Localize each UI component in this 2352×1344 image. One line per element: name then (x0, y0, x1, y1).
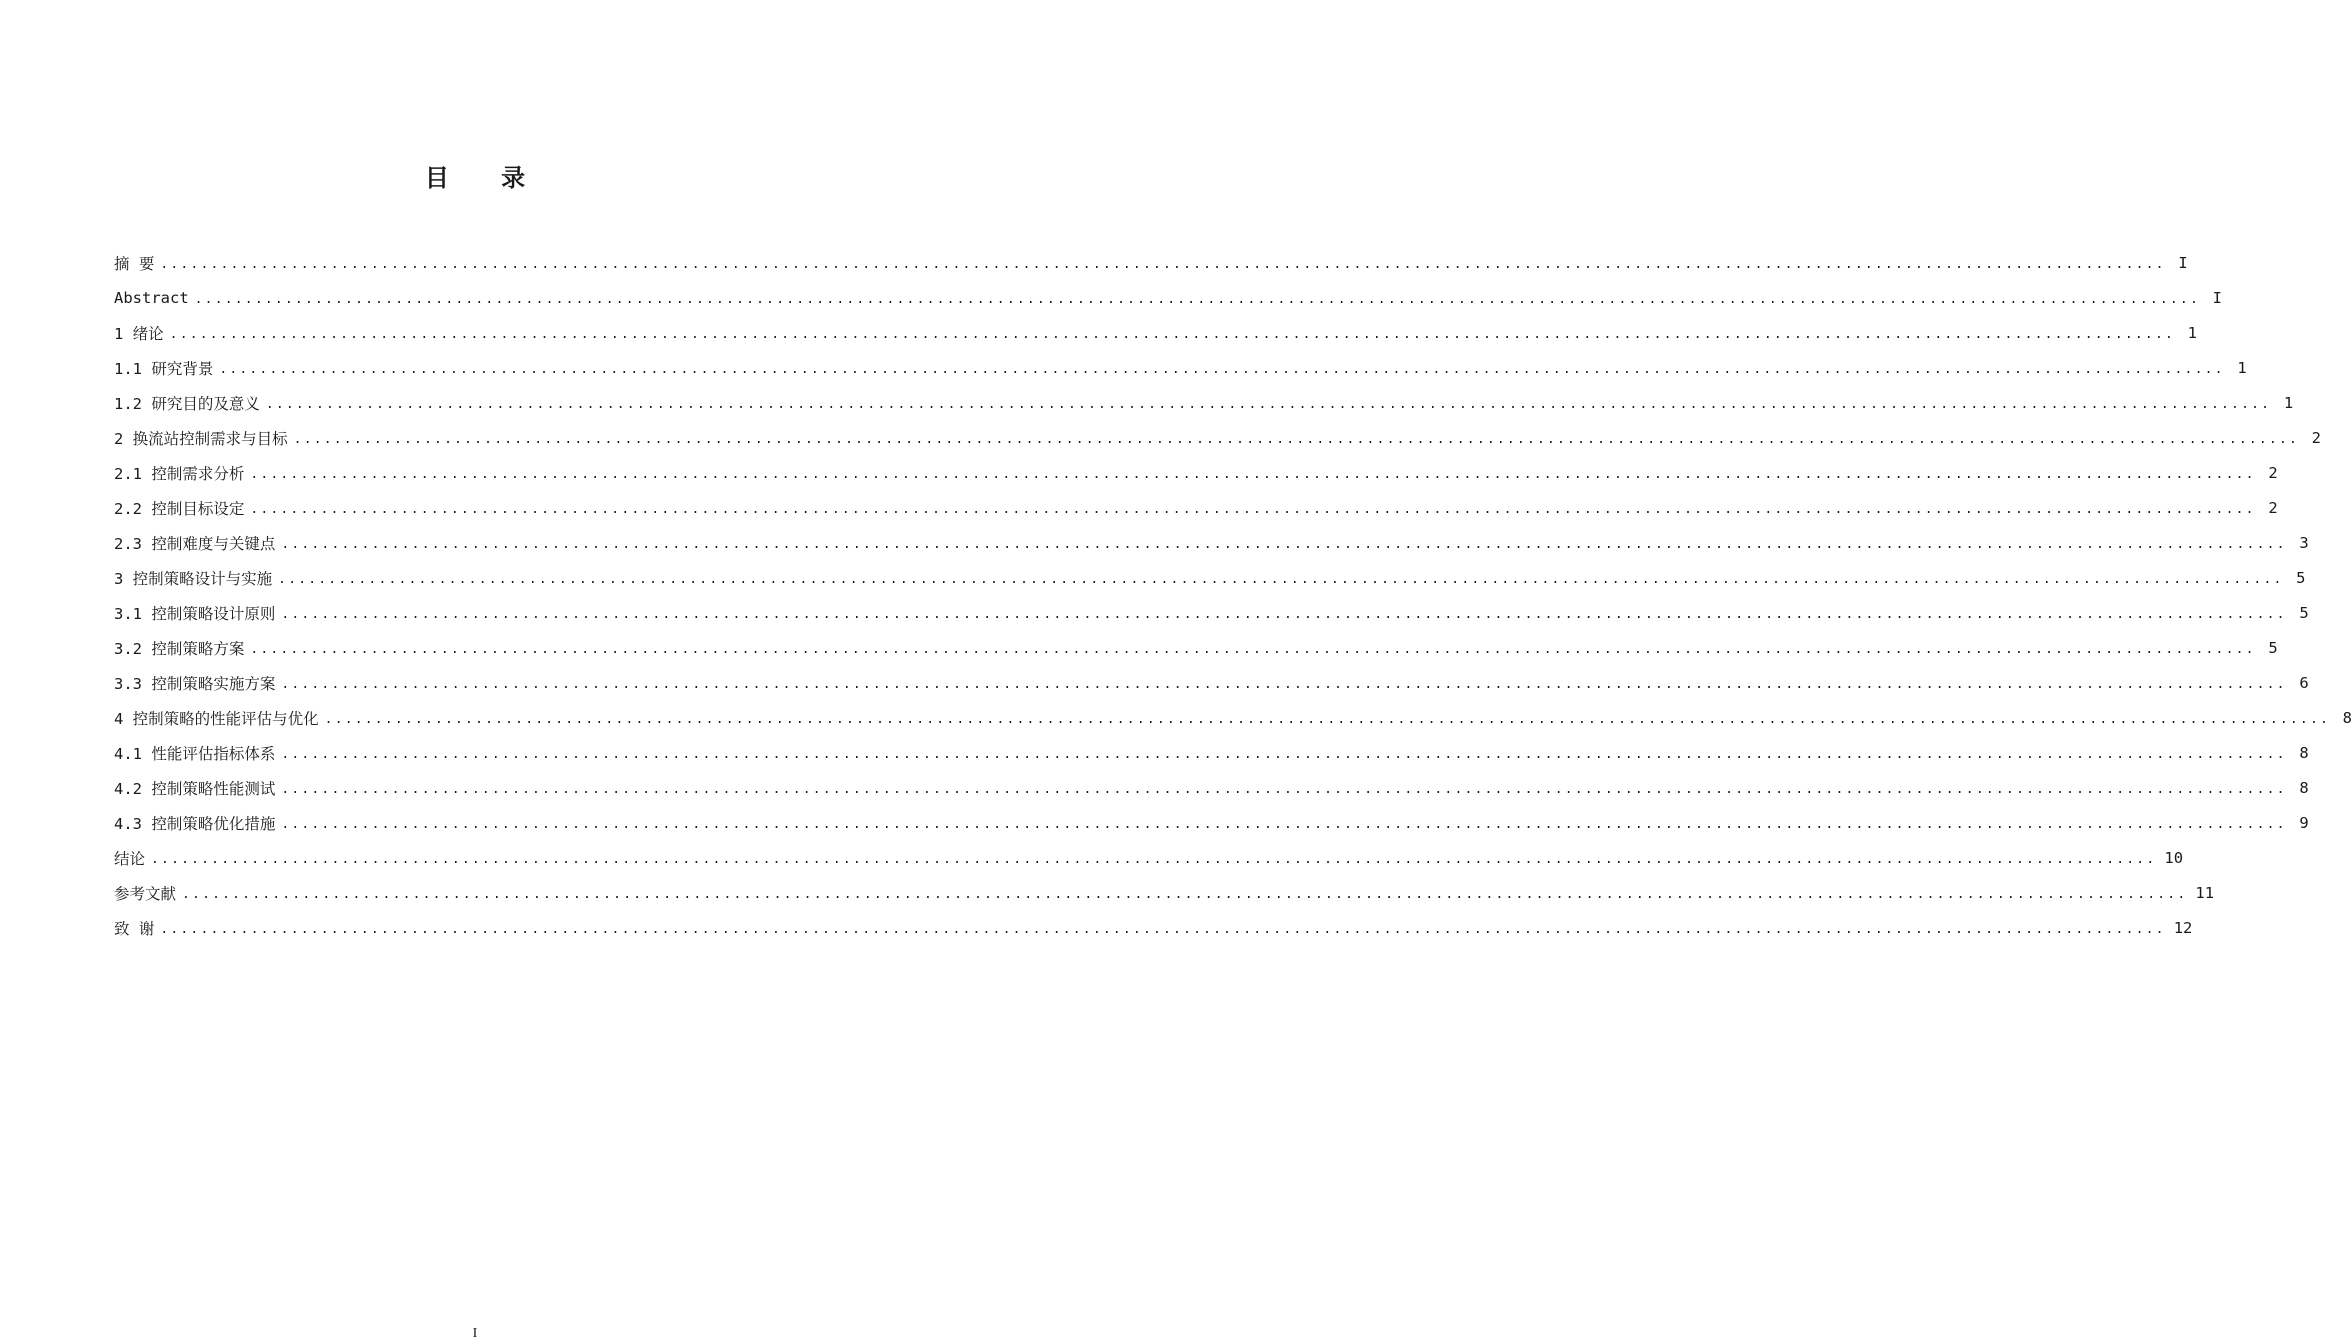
toc-entry-label: 摘 要 (114, 254, 155, 273)
toc-entry-section-4-1[interactable] (114, 735, 2309, 770)
toc-entry-label: 3.1 控制策略设计原则 (114, 604, 276, 623)
page-number-footer: I (472, 1326, 478, 1341)
toc-entry-abstract-cn[interactable] (114, 245, 2188, 280)
toc-entry-references[interactable] (114, 875, 2215, 910)
toc-entry-page: 5 (2299, 603, 2309, 622)
toc-entry-page: I (2212, 288, 2222, 307)
toc-dot-leader: ........................................................................................................................................................................................................ (250, 467, 2256, 482)
table-of-contents (114, 245, 2352, 945)
toc-entry-abstract-en[interactable] (114, 280, 2222, 315)
toc-dot-leader: ........................................................................................................................................................................................................ (265, 397, 2272, 412)
toc-dot-leader: ........................................................................................................................................................................................................ (194, 292, 2200, 307)
toc-entry-label: 4 控制策略的性能评估与优化 (114, 709, 319, 728)
toc-entry-page: 6 (2299, 673, 2309, 692)
toc-dot-leader: ........................................................................................................................................................................................................ (281, 607, 2287, 622)
toc-entry-page: 8 (2299, 743, 2309, 762)
toc-dot-leader: ........................................................................................................................................................................................................ (160, 257, 2166, 272)
toc-entry-page: 2 (2268, 463, 2278, 482)
toc-entry-label: 4.1 性能评估指标体系 (114, 744, 276, 763)
toc-dot-leader: ........................................................................................................................................................................................................ (250, 502, 2256, 517)
toc-entry-label: 4.2 控制策略性能测试 (114, 779, 276, 798)
toc-entry-page: 1 (2283, 393, 2294, 412)
toc-entry-conclusion[interactable] (114, 840, 2184, 875)
toc-dot-leader: ........................................................................................................................................................................................................ (182, 887, 2188, 902)
toc-entry-label: 1.1 研究背景 (114, 359, 214, 378)
toc-entry-label: Abstract (114, 288, 189, 307)
toc-entry-page: 11 (2195, 883, 2215, 902)
toc-entry-section-2-3[interactable] (114, 525, 2309, 560)
toc-entry-section-2-2[interactable] (114, 490, 2278, 525)
toc-entry-label: 3.3 控制策略实施方案 (114, 674, 276, 693)
toc-entry-label: 2.3 控制难度与关键点 (114, 534, 276, 553)
toc-dot-leader: ........................................................................................................................................................................................................ (160, 922, 2166, 937)
toc-entry-page: 2 (2268, 498, 2278, 517)
toc-entry-label: 致 谢 (114, 919, 155, 938)
toc-entry-label: 3.2 控制策略方案 (114, 639, 245, 658)
toc-entry-page: 12 (2173, 918, 2193, 937)
toc-dot-leader: ........................................................................................................................................................................................................ (281, 782, 2287, 797)
toc-entry-acknowledgements[interactable] (114, 910, 2193, 945)
toc-dot-leader: ........................................................................................................................................................................................................ (281, 817, 2287, 832)
toc-entry-page: 8 (2299, 778, 2309, 797)
toc-dot-leader: ........................................................................................................................................................................................................ (278, 572, 2284, 587)
toc-entry-section-1-2[interactable] (114, 385, 2294, 420)
toc-entry-label: 2.2 控制目标设定 (114, 499, 245, 518)
toc-entry-page: 2 (2311, 428, 2322, 447)
toc-dot-leader: ........................................................................................................................................................................................................ (324, 712, 2331, 727)
toc-entry-chapter-4[interactable] (114, 700, 2352, 735)
toc-dot-leader: ........................................................................................................................................................................................................ (293, 432, 2300, 447)
toc-entry-label: 结论 (114, 849, 146, 868)
toc-entry-page: 3 (2299, 533, 2309, 552)
toc-entry-label: 2 换流站控制需求与目标 (114, 429, 288, 448)
toc-entry-label: 4.3 控制策略优化措施 (114, 814, 276, 833)
toc-entry-label: 2.1 控制需求分析 (114, 464, 245, 483)
toc-entry-page: 1 (2237, 358, 2247, 377)
toc-entry-label: 1 绪论 (114, 324, 164, 343)
toc-entry-chapter-3[interactable] (114, 560, 2306, 595)
toc-dot-leader: ........................................................................................................................................................................................................ (281, 747, 2287, 762)
toc-dot-leader: ........................................................................................................................................................................................................ (219, 362, 2225, 377)
toc-entry-section-4-3[interactable] (114, 805, 2309, 840)
toc-entry-section-3-3[interactable] (114, 665, 2309, 700)
toc-entry-section-3-2[interactable] (114, 630, 2278, 665)
toc-entry-page: 1 (2187, 323, 2198, 342)
toc-entry-page: 10 (2164, 848, 2184, 867)
toc-entry-page: 9 (2299, 813, 2309, 832)
toc-entry-page: I (2178, 253, 2188, 272)
toc-entry-section-2-1[interactable] (114, 455, 2278, 490)
toc-entry-chapter-2[interactable] (114, 420, 2322, 455)
toc-entry-label: 1.2 研究目的及意义 (114, 394, 260, 413)
toc-entry-section-3-1[interactable] (114, 595, 2309, 630)
toc-dot-leader: ........................................................................................................................................................................................................ (250, 642, 2256, 657)
toc-entry-chapter-1[interactable] (114, 315, 2198, 350)
toc-dot-leader: ........................................................................................................................................................................................................ (281, 537, 2287, 552)
toc-entry-label: 3 控制策略设计与实施 (114, 569, 273, 588)
toc-entry-page: 8 (2342, 708, 2352, 727)
page-title: 目 录 (424, 164, 548, 192)
toc-dot-leader: ........................................................................................................................................................................................................ (169, 327, 2176, 342)
toc-entry-section-4-2[interactable] (114, 770, 2309, 805)
toc-dot-leader: ........................................................................................................................................................................................................ (151, 852, 2157, 867)
toc-entry-label: 参考文献 (114, 884, 177, 903)
toc-dot-leader: ........................................................................................................................................................................................................ (281, 677, 2287, 692)
toc-entry-section-1-1[interactable] (114, 350, 2247, 385)
toc-entry-page: 5 (2296, 568, 2306, 587)
toc-entry-page: 5 (2268, 638, 2278, 657)
